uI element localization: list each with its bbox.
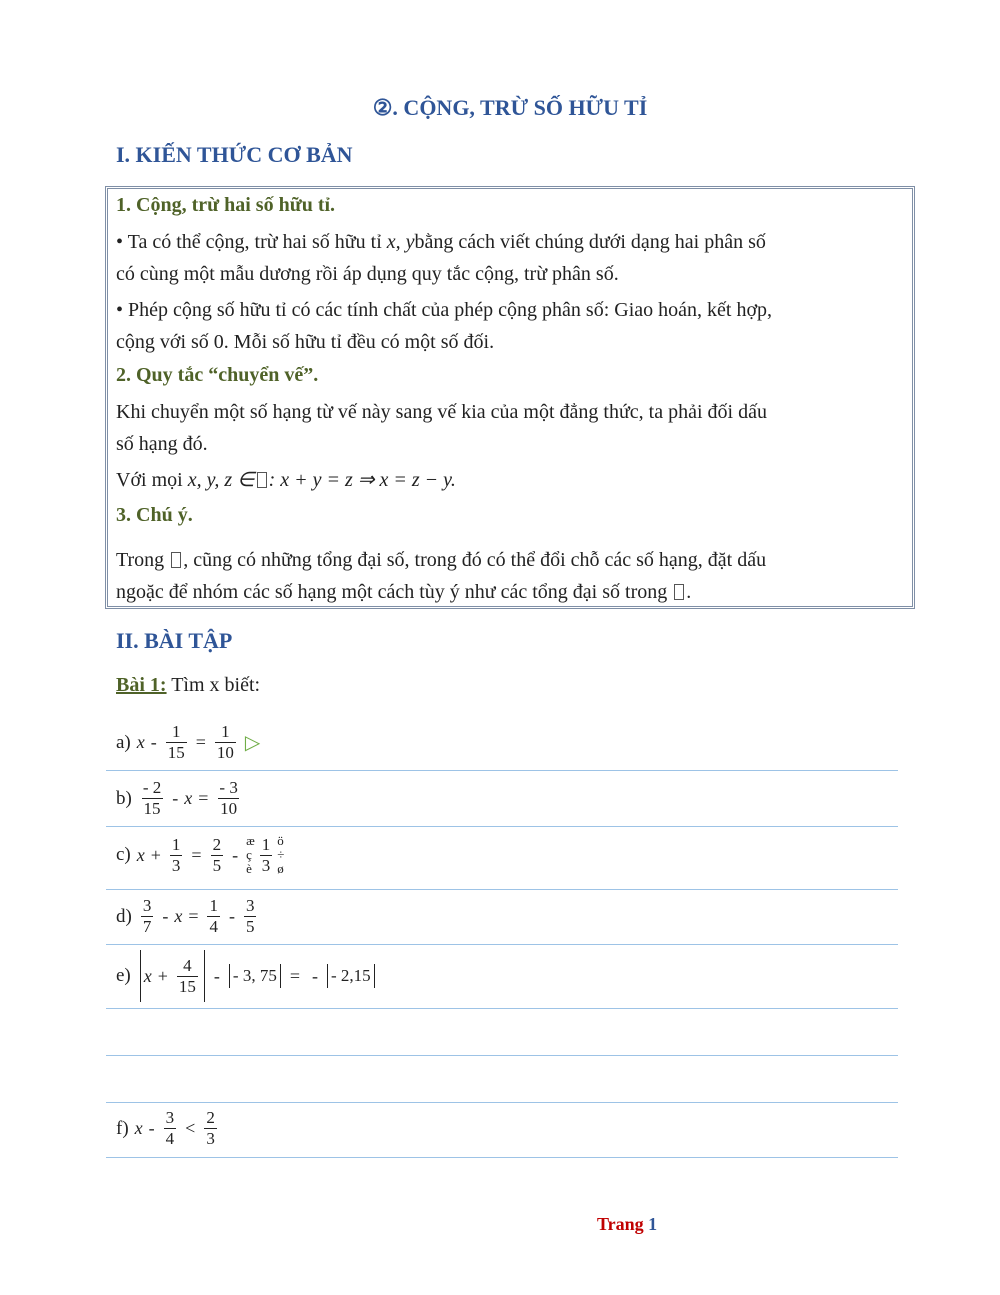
- fraction: $\frac{2}{5}$: [212, 834, 222, 875]
- abs-bar: [327, 964, 328, 988]
- exercise-a: a) x - $\frac{1}{15}$ = $\frac{1}{10}$ ▷: [116, 722, 261, 762]
- fraction: $\frac{1}{3}$: [261, 834, 271, 875]
- section-heading-exercises: II. BÀI TẬP: [116, 628, 233, 653]
- abs-bar: [280, 964, 281, 988]
- exercise-1-title: Bài 1: Tìm x biết:: [116, 674, 261, 696]
- missing-glyph-icon: [257, 472, 267, 488]
- paragraph-note-line1: Trong , cũng có những tổng đại số, trong đó có thể đổi chỗ các số hạng, đặt dấu: [116, 549, 767, 571]
- subheading-add-subtract: 1. Cộng, trừ hai số hữu tỉ.: [116, 194, 336, 216]
- paragraph-add-rule-line2: có cùng một mẫu dương rồi áp dụng quy tắc cộng, trừ phân số.: [116, 263, 619, 285]
- answer-rule: [106, 944, 898, 945]
- paragraph-note-line2: ngoặc để nhóm các số hạng một cách tùy ý như các tổng đại số trong .: [116, 581, 692, 603]
- paragraph-transposition-line2: số hạng đó.: [116, 433, 208, 455]
- answer-rule: [106, 770, 898, 771]
- exercise-1-label: Bài 1:: [116, 674, 167, 696]
- fraction: $\frac{3}{5}$: [245, 896, 255, 936]
- fraction: $\frac{1}{3}$: [171, 834, 181, 875]
- answer-rule: [106, 826, 898, 827]
- fraction: $\frac{1}{15}$: [167, 722, 185, 762]
- page-footer: Trang 1: [597, 1214, 658, 1234]
- fraction: $\frac{1}{4}$: [209, 896, 218, 936]
- paragraph-properties-line1: • Phép cộng số hữu tỉ có các tính chất của phép cộng phân số: Giao hoán, kết hợp,: [116, 299, 773, 321]
- paragraph-add-rule-line1: • Ta có thể cộng, trừ hai số hữu tỉ x, ybằng cách viết chúng dưới dạng hai phân số: [116, 231, 766, 253]
- broken-paren-right: ö ÷ ø: [277, 833, 285, 876]
- page-number: 1: [648, 1214, 658, 1234]
- paragraph-properties-line2: cộng với số 0. Mỗi số hữu tỉ đều có một số đối.: [116, 331, 495, 353]
- page-title: ②. CỘNG, TRỪ SỐ HỮU TỈ: [372, 95, 648, 120]
- math-xy: x, y: [386, 231, 415, 253]
- subheading-note: 3. Chú ý.: [116, 504, 193, 526]
- answer-rule: [106, 1102, 898, 1103]
- abs-bar: [140, 950, 141, 1002]
- formula-transposition: Với mọi x, y, z ∈ : x + y = z ⇒ x = z − y.: [116, 469, 456, 491]
- answer-rule: [106, 889, 898, 890]
- exercise-f: f) x - $\frac{3}{4}$ < $\frac{2}{3}$: [116, 1108, 215, 1148]
- exercise-d: d) $\frac{3}{7}$ - x = $\frac{1}{4}$ - $\frac{3}{5}$: [116, 896, 255, 936]
- fraction: $\frac{- 2}{15}$: [142, 778, 162, 818]
- fraction: $\frac{3}{7}$: [142, 896, 152, 936]
- fraction: $\frac{4}{15}$: [178, 955, 196, 996]
- paragraph-transposition-line1: Khi chuyển một số hạng từ vế này sang vế kia của một đẳng thức, ta phải đối dấu: [116, 401, 767, 423]
- fraction: $\frac{2}{3}$: [206, 1108, 215, 1148]
- section-heading-theory: I. KIẾN THỨC CƠ BẢN: [116, 142, 353, 167]
- answer-rule: [106, 1055, 898, 1056]
- abs-bar: [204, 950, 205, 1002]
- play-triangle-icon: ▷: [244, 732, 261, 754]
- broken-paren-left: æ ç è: [246, 833, 255, 876]
- fraction: $\frac{3}{4}$: [165, 1108, 175, 1148]
- exercise-e: e) x + $\frac{4}{15}$ - - 3, 75 = - - 2,15: [116, 950, 378, 1002]
- subheading-transposition: 2. Quy tắc “chuyển vế”.: [116, 364, 319, 386]
- fraction: $\frac{1}{10}$: [216, 722, 234, 762]
- answer-rule: [106, 1008, 898, 1009]
- fraction: $\frac{- 3}{10}$: [219, 778, 238, 818]
- answer-rule: [106, 1157, 898, 1158]
- exercise-c: c) x + $\frac{1}{3}$ = $\frac{2}{5}$ - æ ç è $\frac{1}{3}$ ö ÷ ø: [116, 833, 285, 876]
- missing-glyph-icon: [171, 552, 181, 568]
- missing-glyph-icon: [674, 584, 684, 600]
- abs-bar: [374, 964, 375, 988]
- abs-bar: [229, 964, 230, 988]
- exercise-b: b) $\frac{- 2}{15}$ - x = $\frac{- 3}{10}$: [116, 778, 238, 818]
